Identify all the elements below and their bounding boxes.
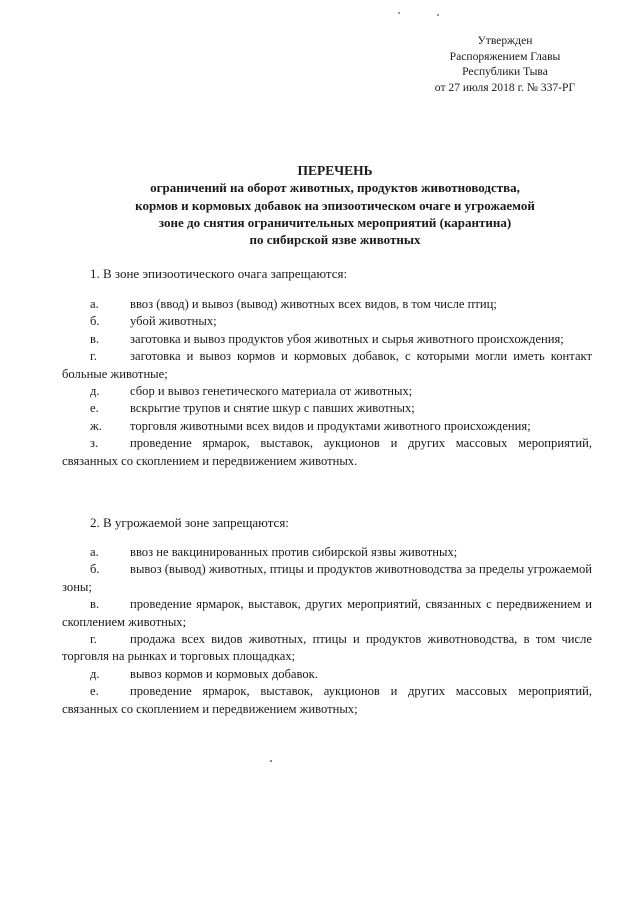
item-letter: д. xyxy=(90,666,100,681)
list-item xyxy=(62,631,592,666)
item-letter: ж. xyxy=(90,418,102,433)
approval-line: Республики Тыва xyxy=(462,65,548,78)
title-line: ограничений на оборот животных, продуктов животноводства, xyxy=(150,180,520,196)
item-text: заготовка и вывоз кормов и кормовых добавок, с которыми могли иметь контакт больные животные; xyxy=(62,349,592,381)
scan-speck xyxy=(270,760,272,762)
list-item xyxy=(62,331,592,348)
item-text: ввоз не вакцинированных против сибирской язвы животных; xyxy=(130,545,458,559)
list-item xyxy=(62,296,592,313)
approval-line: Распоряжением Главы xyxy=(449,49,561,63)
item-letter: е. xyxy=(90,684,99,699)
list-item xyxy=(62,666,592,683)
item-letter: б. xyxy=(90,314,100,329)
item-letter: б. xyxy=(90,562,100,577)
item-text: проведение ярмарок, выставок, других мероприятий, связанных с передвижением и скоплением животных; xyxy=(62,597,592,629)
section-1-list xyxy=(62,296,592,470)
list-item xyxy=(62,418,592,435)
item-text: вывоз (вывод) животных, птицы и продуктов животноводства за пределы угрожаемой зоны; xyxy=(62,562,592,594)
approval-date: от 27 июля 2018 г. № 337-РГ xyxy=(434,80,576,94)
item-text: проведение ярмарок, выставок, аукционов и других массовых мероприятий, связанных со скоплением и передвижением животных. xyxy=(62,436,592,468)
item-letter: г. xyxy=(90,632,97,647)
item-text: убой животных; xyxy=(130,314,217,329)
item-text: вскрытие трупов и снятие шкур с павших животных; xyxy=(130,401,415,416)
scan-speck xyxy=(437,14,439,16)
list-item xyxy=(62,348,592,383)
item-text: торговля животными всех видов и продуктами животного происхождения; xyxy=(130,418,531,433)
item-text: заготовка и вывоз продуктов убоя животных и сырья животного происхождения; xyxy=(130,331,564,346)
item-text: вывоз кормов и кормовых добавок. xyxy=(130,666,318,681)
scan-speck xyxy=(398,12,400,14)
approval-line: Утвержден xyxy=(477,34,533,47)
list-item xyxy=(62,561,592,596)
section-2-heading: 2. В угрожаемой зоне запрещаются: xyxy=(90,515,289,530)
item-letter: г. xyxy=(90,349,97,364)
item-text: ввоз (ввод) и вывоз (вывод) животных всех видов, в том числе птиц; xyxy=(130,297,497,311)
item-text: проведение ярмарок, выставок, аукционов и других массовых мероприятий, связанных со скоплением и передвижением животных; xyxy=(62,684,592,716)
item-letter: д. xyxy=(90,384,100,399)
title-line: кормов и кормовых добавок на эпизоотическом очаге и угрожаемой xyxy=(135,197,535,213)
item-letter: а. xyxy=(90,545,99,559)
list-item xyxy=(62,400,592,417)
title-main: ПЕРЕЧЕНЬ xyxy=(297,163,373,178)
list-item xyxy=(62,544,592,561)
approval-block xyxy=(395,33,615,95)
list-item xyxy=(62,313,592,330)
section-1-heading: 1. В зоне эпизоотического очага запрещаются: xyxy=(90,266,348,281)
document-title xyxy=(95,162,575,248)
item-letter: з. xyxy=(90,436,99,451)
title-line: по сибирской язве животных xyxy=(249,232,421,248)
list-item xyxy=(62,383,592,400)
section-2-list xyxy=(62,544,592,718)
item-letter: е. xyxy=(90,401,99,416)
list-item xyxy=(62,683,592,718)
item-text: сбор и вывоз генетического материала от животных; xyxy=(130,384,413,399)
list-item xyxy=(62,596,592,631)
item-letter: в. xyxy=(90,331,100,346)
title-line: зоне до снятия ограничительных мероприятий (карантина) xyxy=(158,214,512,230)
item-text: продажа всех видов животных, птицы и продуктов животноводства, в том числе торговля на рынках и торговых площадках; xyxy=(62,632,592,664)
list-item xyxy=(62,435,592,470)
item-letter: а. xyxy=(90,297,99,311)
item-letter: в. xyxy=(90,597,100,612)
